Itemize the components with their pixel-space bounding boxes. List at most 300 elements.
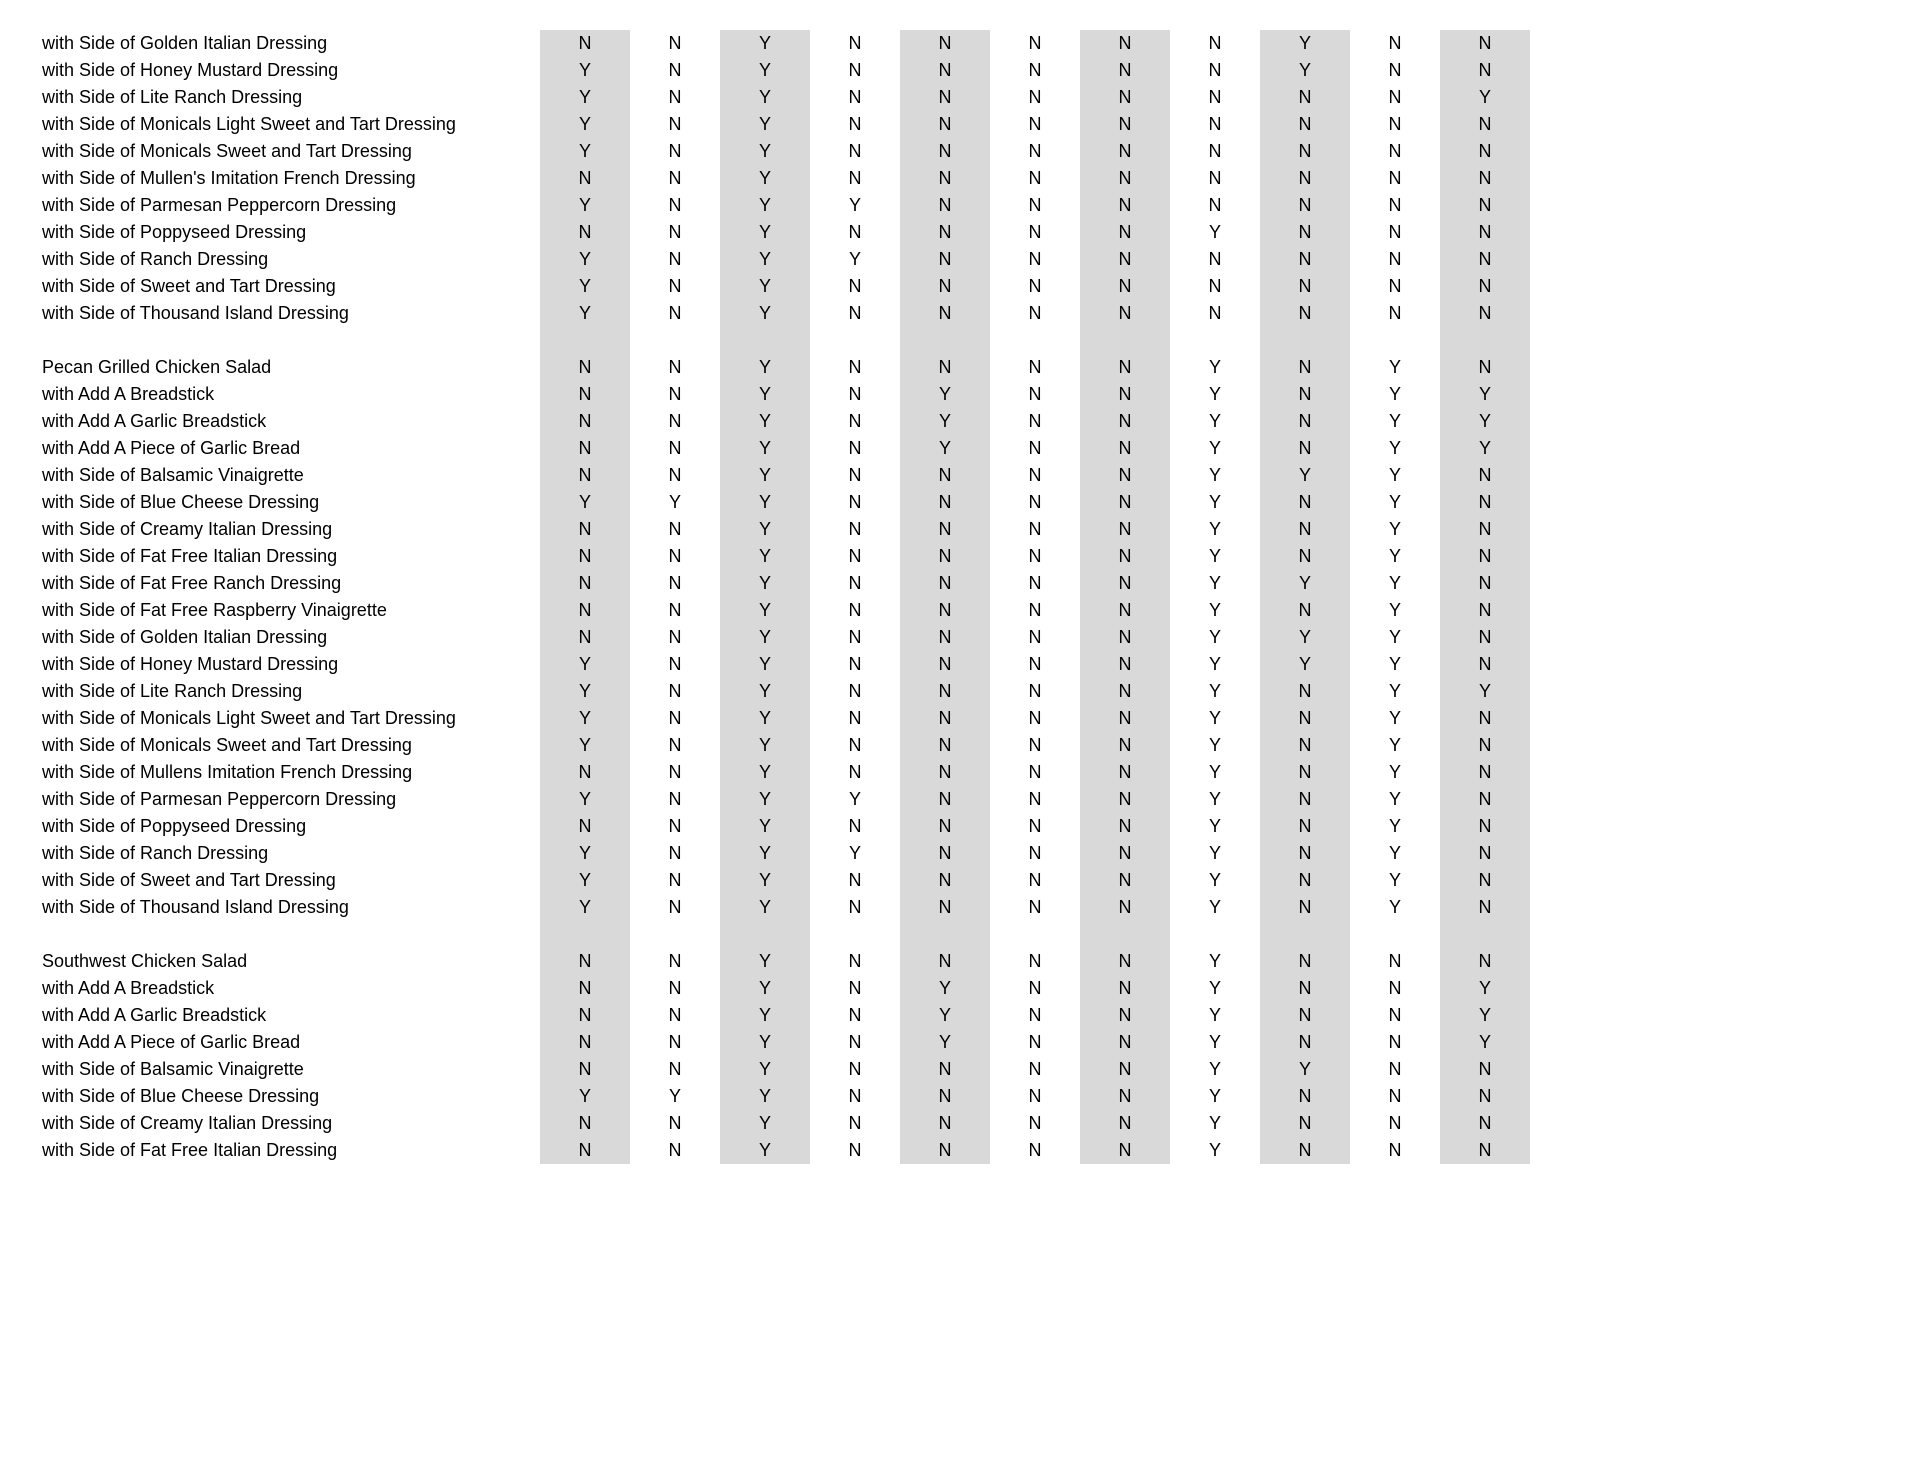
- value-cell: N: [540, 1002, 630, 1029]
- value-cell: N: [900, 354, 990, 381]
- row-label: with Add A Breadstick: [42, 384, 215, 404]
- value-cell: [1170, 327, 1260, 354]
- row-label: with Side of Thousand Island Dressing: [42, 303, 349, 323]
- value-cell: N: [540, 354, 630, 381]
- value-cell: [540, 921, 630, 948]
- value-cell: N: [540, 435, 630, 462]
- value-cell: N: [848, 1140, 862, 1160]
- value-cell: Y: [1208, 762, 1221, 782]
- value-cell: N: [540, 165, 630, 192]
- value-cell: Y: [720, 84, 810, 111]
- value-cell: N: [1028, 870, 1042, 890]
- value-cell: [1170, 921, 1260, 948]
- value-cell: Y: [720, 57, 810, 84]
- value-cell: N: [1028, 654, 1042, 674]
- value-cell: Y: [540, 1083, 630, 1110]
- value-cell: N: [1080, 354, 1170, 381]
- value-cell: N: [848, 1032, 862, 1052]
- value-cell: N: [1388, 1086, 1402, 1106]
- value-cell: Y: [1208, 1059, 1221, 1079]
- value-cell: Y: [540, 138, 630, 165]
- value-cell: N: [1208, 141, 1222, 161]
- table-row: [42, 1002, 1920, 1029]
- value-cell: Y: [1388, 465, 1401, 485]
- value-cell: Y: [1260, 1056, 1350, 1083]
- row-label: with Side of Honey Mustard Dressing: [42, 654, 339, 674]
- value-cell: N: [1080, 516, 1170, 543]
- value-cell: N: [1028, 114, 1042, 134]
- value-cell: N: [900, 219, 990, 246]
- value-cell: [1080, 327, 1170, 354]
- value-cell: N: [1080, 84, 1170, 111]
- value-cell: N: [1440, 57, 1530, 84]
- table-row: [42, 705, 1920, 732]
- value-cell: N: [668, 411, 682, 431]
- value-cell: N: [1080, 300, 1170, 327]
- value-cell: N: [848, 978, 862, 998]
- value-cell: N: [1440, 300, 1530, 327]
- row-label: with Side of Lite Ranch Dressing: [42, 681, 303, 701]
- row-label: with Add A Garlic Breadstick: [42, 1005, 267, 1025]
- value-cell: Y: [720, 786, 810, 813]
- row-label: with Add A Piece of Garlic Bread: [42, 438, 301, 458]
- value-cell: N: [1260, 759, 1350, 786]
- value-cell: Y: [1440, 678, 1530, 705]
- row-label: with Side of Golden Italian Dressing: [42, 627, 328, 647]
- value-cell: [1260, 327, 1350, 354]
- table-row: [42, 489, 1920, 516]
- value-cell: Y: [848, 843, 861, 863]
- value-cell: N: [1260, 1137, 1350, 1164]
- value-cell: Y: [720, 813, 810, 840]
- value-cell: N: [1388, 978, 1402, 998]
- table-row: [42, 246, 1920, 273]
- value-cell: N: [1388, 114, 1402, 134]
- table-row: [42, 462, 1920, 489]
- value-cell: [1350, 327, 1440, 354]
- value-cell: [900, 327, 990, 354]
- table-row: [42, 624, 1920, 651]
- value-cell: N: [848, 708, 862, 728]
- table-row: [42, 1056, 1920, 1083]
- value-cell: N: [848, 492, 862, 512]
- value-cell: [810, 921, 900, 948]
- value-cell: N: [848, 654, 862, 674]
- value-cell: N: [1028, 195, 1042, 215]
- value-cell: Y: [1208, 708, 1221, 728]
- value-cell: N: [1028, 87, 1042, 107]
- value-cell: N: [1080, 975, 1170, 1002]
- value-cell: N: [1208, 195, 1222, 215]
- value-cell: Y: [720, 1029, 810, 1056]
- value-cell: N: [1440, 516, 1530, 543]
- row-label: with Side of Balsamic Vinaigrette: [42, 1059, 304, 1079]
- value-cell: N: [1028, 600, 1042, 620]
- row-label: with Side of Sweet and Tart Dressing: [42, 870, 336, 890]
- value-cell: Y: [1260, 462, 1350, 489]
- value-cell: N: [848, 465, 862, 485]
- value-cell: N: [1080, 840, 1170, 867]
- value-cell: N: [1388, 222, 1402, 242]
- value-cell: N: [1440, 732, 1530, 759]
- table-row: [42, 408, 1920, 435]
- value-cell: N: [848, 87, 862, 107]
- value-cell: N: [668, 897, 682, 917]
- value-cell: N: [900, 57, 990, 84]
- value-cell: N: [1080, 1137, 1170, 1164]
- value-cell: Y: [720, 840, 810, 867]
- value-cell: N: [848, 141, 862, 161]
- value-cell: N: [1260, 786, 1350, 813]
- row-label: with Side of Monicals Light Sweet and Tart Dressing: [42, 708, 456, 728]
- value-cell: Y: [720, 300, 810, 327]
- value-cell: Y: [668, 1086, 681, 1106]
- value-cell: Y: [1260, 624, 1350, 651]
- table-row: [42, 543, 1920, 570]
- value-cell: Y: [900, 381, 990, 408]
- value-cell: N: [1260, 192, 1350, 219]
- value-cell: Y: [720, 597, 810, 624]
- table-row: [42, 813, 1920, 840]
- value-cell: [1350, 921, 1440, 948]
- value-cell: N: [1440, 705, 1530, 732]
- value-cell: Y: [900, 408, 990, 435]
- value-cell: Y: [540, 57, 630, 84]
- value-cell: N: [1028, 627, 1042, 647]
- value-cell: N: [1440, 894, 1530, 921]
- value-cell: N: [900, 273, 990, 300]
- value-cell: N: [848, 951, 862, 971]
- value-cell: Y: [1208, 1113, 1221, 1133]
- value-cell: N: [1080, 570, 1170, 597]
- value-cell: Y: [1208, 1005, 1221, 1025]
- value-cell: Y: [1208, 870, 1221, 890]
- row-label: with Add A Breadstick: [42, 978, 215, 998]
- value-cell: Y: [1208, 546, 1221, 566]
- value-cell: N: [1260, 300, 1350, 327]
- value-cell: Y: [720, 408, 810, 435]
- value-cell: N: [1080, 1110, 1170, 1137]
- row-label: with Side of Balsamic Vinaigrette: [42, 465, 304, 485]
- value-cell: Y: [900, 1002, 990, 1029]
- value-cell: N: [848, 573, 862, 593]
- value-cell: Y: [540, 192, 630, 219]
- value-cell: Y: [720, 948, 810, 975]
- value-cell: N: [540, 1137, 630, 1164]
- value-cell: Y: [720, 192, 810, 219]
- value-cell: N: [1388, 951, 1402, 971]
- value-cell: N: [1388, 1005, 1402, 1025]
- value-cell: N: [848, 438, 862, 458]
- value-cell: N: [848, 546, 862, 566]
- value-cell: N: [668, 438, 682, 458]
- value-cell: N: [1440, 840, 1530, 867]
- table-row: [42, 30, 1920, 57]
- value-cell: N: [900, 84, 990, 111]
- value-cell: Y: [720, 165, 810, 192]
- value-cell: Y: [720, 489, 810, 516]
- table-row: [42, 597, 1920, 624]
- value-cell: Y: [1208, 411, 1221, 431]
- value-cell: N: [668, 303, 682, 323]
- value-cell: Y: [540, 111, 630, 138]
- value-cell: N: [1028, 1032, 1042, 1052]
- value-cell: N: [900, 192, 990, 219]
- value-cell: N: [1028, 546, 1042, 566]
- value-cell: Y: [1208, 1140, 1221, 1160]
- row-label: with Side of Lite Ranch Dressing: [42, 87, 303, 107]
- value-cell: N: [1028, 978, 1042, 998]
- value-cell: N: [848, 114, 862, 134]
- row-label: with Side of Honey Mustard Dressing: [42, 60, 339, 80]
- value-cell: Y: [1388, 519, 1401, 539]
- value-cell: N: [540, 543, 630, 570]
- value-cell: N: [1028, 249, 1042, 269]
- value-cell: N: [900, 462, 990, 489]
- value-cell: Y: [1208, 789, 1221, 809]
- value-cell: N: [668, 573, 682, 593]
- value-cell: Y: [1388, 681, 1401, 701]
- value-cell: N: [540, 570, 630, 597]
- value-cell: Y: [1388, 789, 1401, 809]
- value-cell: Y: [720, 651, 810, 678]
- value-cell: N: [1080, 597, 1170, 624]
- value-cell: Y: [720, 462, 810, 489]
- value-cell: N: [668, 681, 682, 701]
- value-cell: Y: [720, 894, 810, 921]
- value-cell: Y: [720, 381, 810, 408]
- value-cell: Y: [720, 219, 810, 246]
- row-label: with Side of Monicals Light Sweet and Tart Dressing: [42, 114, 456, 134]
- value-cell: N: [1028, 465, 1042, 485]
- value-cell: Y: [1388, 870, 1401, 890]
- value-cell: N: [848, 1086, 862, 1106]
- value-cell: N: [668, 735, 682, 755]
- value-cell: N: [668, 168, 682, 188]
- value-cell: N: [668, 870, 682, 890]
- value-cell: N: [848, 222, 862, 242]
- value-cell: Y: [1440, 381, 1530, 408]
- value-cell: N: [1388, 168, 1402, 188]
- value-cell: N: [1388, 249, 1402, 269]
- table-row: [42, 300, 1920, 327]
- row-label: with Side of Ranch Dressing: [42, 843, 269, 863]
- value-cell: Y: [540, 867, 630, 894]
- value-cell: N: [900, 1110, 990, 1137]
- value-cell: N: [1440, 111, 1530, 138]
- row-label: with Side of Monicals Sweet and Tart Dressing: [42, 141, 412, 161]
- value-cell: N: [1260, 867, 1350, 894]
- value-cell: Y: [1388, 816, 1401, 836]
- table-row: [42, 111, 1920, 138]
- value-cell: N: [1028, 1140, 1042, 1160]
- table-row: [42, 732, 1920, 759]
- value-cell: N: [900, 705, 990, 732]
- table-row: [42, 570, 1920, 597]
- value-cell: N: [1440, 246, 1530, 273]
- value-cell: N: [1440, 30, 1530, 57]
- value-cell: N: [1080, 732, 1170, 759]
- value-cell: N: [1440, 948, 1530, 975]
- value-cell: Y: [1208, 438, 1221, 458]
- value-cell: N: [1028, 789, 1042, 809]
- value-cell: N: [1440, 624, 1530, 651]
- value-cell: N: [540, 219, 630, 246]
- row-label: with Side of Sweet and Tart Dressing: [42, 276, 336, 296]
- row-label: with Side of Poppyseed Dressing: [42, 222, 307, 242]
- value-cell: Y: [720, 732, 810, 759]
- table-row: [42, 84, 1920, 111]
- value-cell: Y: [540, 705, 630, 732]
- value-cell: N: [668, 141, 682, 161]
- value-cell: [900, 921, 990, 948]
- value-cell: N: [900, 1083, 990, 1110]
- value-cell: N: [1028, 411, 1042, 431]
- value-cell: N: [848, 870, 862, 890]
- value-cell: Y: [1208, 465, 1221, 485]
- value-cell: N: [1080, 165, 1170, 192]
- value-cell: N: [1260, 246, 1350, 273]
- value-cell: N: [1440, 354, 1530, 381]
- value-cell: N: [668, 546, 682, 566]
- value-cell: N: [668, 654, 682, 674]
- value-cell: N: [900, 813, 990, 840]
- value-cell: N: [1260, 138, 1350, 165]
- value-cell: N: [900, 111, 990, 138]
- value-cell: N: [848, 1113, 862, 1133]
- value-cell: N: [1028, 168, 1042, 188]
- value-cell: N: [848, 681, 862, 701]
- row-label: with Side of Fat Free Italian Dressing: [42, 546, 338, 566]
- value-cell: N: [1388, 1059, 1402, 1079]
- value-cell: Y: [540, 732, 630, 759]
- row-label: with Side of Creamy Italian Dressing: [42, 1113, 333, 1133]
- value-cell: N: [1028, 1113, 1042, 1133]
- value-cell: N: [848, 357, 862, 377]
- value-cell: N: [900, 840, 990, 867]
- value-cell: Y: [720, 543, 810, 570]
- value-cell: N: [1028, 438, 1042, 458]
- value-cell: Y: [1208, 816, 1221, 836]
- row-label: with Side of Monicals Sweet and Tart Dressing: [42, 735, 412, 755]
- row-label: with Side of Creamy Italian Dressing: [42, 519, 333, 539]
- value-cell: N: [900, 165, 990, 192]
- value-cell: N: [1028, 1059, 1042, 1079]
- value-cell: N: [1028, 303, 1042, 323]
- value-cell: Y: [1388, 627, 1401, 647]
- value-cell: N: [1028, 897, 1042, 917]
- value-cell: Y: [540, 651, 630, 678]
- value-cell: N: [1080, 543, 1170, 570]
- value-cell: N: [848, 600, 862, 620]
- table-row: [42, 867, 1920, 894]
- value-cell: N: [900, 1056, 990, 1083]
- value-cell: Y: [1208, 951, 1221, 971]
- value-cell: N: [1208, 87, 1222, 107]
- value-cell: N: [900, 678, 990, 705]
- value-cell: Y: [1208, 735, 1221, 755]
- value-cell: N: [1080, 1029, 1170, 1056]
- value-cell: Y: [1260, 651, 1350, 678]
- value-cell: N: [1440, 219, 1530, 246]
- value-cell: Y: [848, 195, 861, 215]
- value-cell: Y: [720, 246, 810, 273]
- value-cell: N: [1260, 732, 1350, 759]
- value-cell: N: [540, 948, 630, 975]
- value-cell: N: [668, 33, 682, 53]
- table-row: [42, 1110, 1920, 1137]
- value-cell: N: [1260, 408, 1350, 435]
- value-cell: N: [900, 867, 990, 894]
- value-cell: Y: [1208, 222, 1221, 242]
- table-row: [42, 138, 1920, 165]
- value-cell: N: [1388, 33, 1402, 53]
- value-cell: N: [848, 303, 862, 323]
- value-cell: Y: [720, 273, 810, 300]
- value-cell: N: [1080, 462, 1170, 489]
- value-cell: N: [1260, 273, 1350, 300]
- value-cell: Y: [720, 867, 810, 894]
- value-cell: N: [1028, 222, 1042, 242]
- value-cell: N: [1028, 843, 1042, 863]
- value-cell: N: [1028, 762, 1042, 782]
- value-cell: Y: [1388, 411, 1401, 431]
- table-row: [42, 165, 1920, 192]
- value-cell: N: [1080, 435, 1170, 462]
- value-cell: N: [1260, 705, 1350, 732]
- value-cell: Y: [720, 1002, 810, 1029]
- value-cell: N: [1028, 735, 1042, 755]
- row-label: with Side of Golden Italian Dressing: [42, 33, 328, 53]
- value-cell: Y: [1208, 1032, 1221, 1052]
- table-row: [42, 759, 1920, 786]
- value-cell: N: [668, 708, 682, 728]
- row-label: with Side of Fat Free Italian Dressing: [42, 1140, 338, 1160]
- row-label: with Side of Fat Free Raspberry Vinaigrette: [42, 600, 387, 620]
- value-cell: Y: [1388, 654, 1401, 674]
- value-cell: N: [1440, 1056, 1530, 1083]
- value-cell: N: [1440, 813, 1530, 840]
- value-cell: N: [1028, 573, 1042, 593]
- value-cell: N: [1260, 543, 1350, 570]
- row-label: Pecan Grilled Chicken Salad: [42, 357, 272, 377]
- row-label: with Add A Piece of Garlic Bread: [42, 1032, 301, 1052]
- table-row: [42, 651, 1920, 678]
- value-cell: N: [848, 627, 862, 647]
- value-cell: N: [1440, 138, 1530, 165]
- value-cell: N: [1080, 867, 1170, 894]
- row-label: with Side of Parmesan Peppercorn Dressing: [42, 195, 397, 215]
- value-cell: [630, 327, 720, 354]
- value-cell: N: [668, 1059, 682, 1079]
- value-cell: N: [900, 651, 990, 678]
- value-cell: N: [1440, 1110, 1530, 1137]
- value-cell: N: [1080, 219, 1170, 246]
- value-cell: Y: [900, 435, 990, 462]
- value-cell: Y: [720, 570, 810, 597]
- value-cell: N: [540, 30, 630, 57]
- value-cell: N: [1440, 759, 1530, 786]
- value-cell: [990, 327, 1080, 354]
- separator-row: [42, 327, 1920, 354]
- value-cell: Y: [540, 300, 630, 327]
- value-cell: Y: [1260, 570, 1350, 597]
- table-row: [42, 786, 1920, 813]
- value-cell: Y: [848, 789, 861, 809]
- value-cell: N: [1208, 33, 1222, 53]
- value-cell: Y: [720, 1083, 810, 1110]
- value-cell: Y: [1440, 435, 1530, 462]
